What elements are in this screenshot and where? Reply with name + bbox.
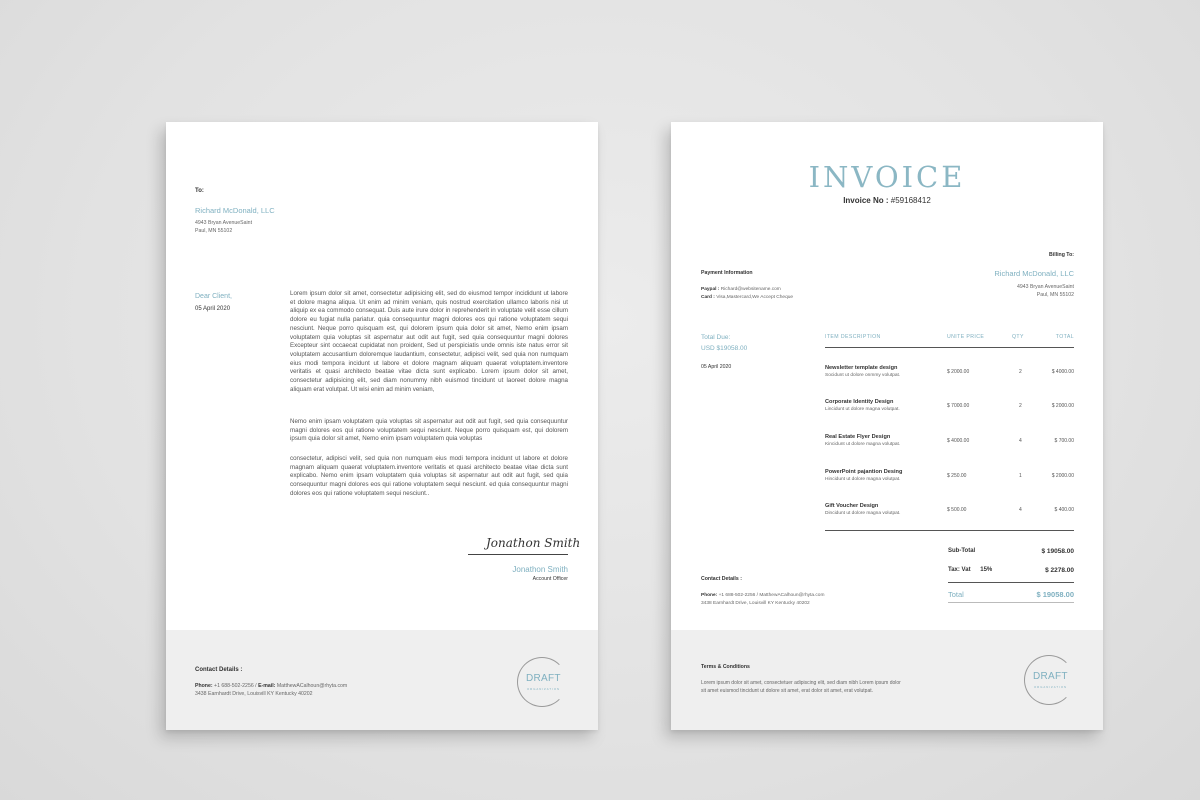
- invoice-logo-subtitle: ORGANIZATION: [1034, 685, 1068, 689]
- total-due-label: Total Due:: [701, 334, 731, 341]
- paypal-label: Paypal :: [701, 287, 720, 292]
- signature: Jonathon Smith: [486, 536, 581, 550]
- billing-address-line-2: Paul, MN 55102: [1036, 292, 1074, 298]
- card-label: Card :: [701, 295, 715, 300]
- table-header-rule: [825, 347, 1074, 348]
- recipient-name: Richard McDonald, LLC: [195, 206, 275, 215]
- item-name: Newsletter template design: [825, 365, 898, 371]
- invoice-title: INVOICE: [808, 160, 966, 194]
- item-desc: Kincidunt ut dolore magna volutpat.: [825, 442, 901, 447]
- invoice-phone-label: Phone:: [701, 593, 718, 598]
- billing-name: Richard McDonald, LLC: [994, 269, 1074, 278]
- item-desc: Socidunt ut dolore onmmy volutpat.: [825, 373, 901, 378]
- item-desc: Hincidunt ut dolore magna volutpat.: [825, 477, 901, 482]
- card-value: Visa,Mastercard,We Accept Cheque: [716, 295, 794, 300]
- invoice-number: #59168412: [890, 196, 931, 205]
- item-price: $ 250.00: [947, 473, 967, 479]
- letter-paragraph-3: consectetur, adipisci velit, sed quia non numquam eius modi tempora incidunt ut labore et dolore magnam aliquam quaerat voluptatem.inventore veritatis et quasi architecto beatae vitae dicta sunt explicabo. Nemo enim ipsam voluptatem quia voluptas sit aspernatur aut odit aut fugit, sed quia consequuntur magni dolores eos qui ratione voluptatem sequi nesciunt. ed quia consequuntur magni dolores eos qui ratione voluptatem sequi nesciunt..: [290, 455, 568, 497]
- item-qty: 2: [1019, 369, 1022, 375]
- col-qty: QTY: [1012, 334, 1024, 340]
- subtotal-label: Sub-Total: [948, 548, 976, 554]
- invoice-date: 05 April 2020: [701, 364, 732, 370]
- grand-total-value: $ 19058.00: [1036, 590, 1074, 599]
- invoice-logo-word: DRAFT: [1033, 671, 1068, 682]
- invoice-contact-address: 3438 Earnhardt Drive, Louisvill KY Kentucky 40202: [701, 601, 810, 606]
- recipient-address-line-2: Paul, MN 55102: [195, 228, 233, 234]
- logo-word: DRAFT: [526, 673, 561, 684]
- subtotal-value: $ 19058.00: [1041, 548, 1074, 555]
- to-label: To:: [195, 188, 204, 194]
- invoice-number-line: [671, 196, 1103, 205]
- grand-total-label: Total: [948, 590, 964, 599]
- total-due-value: USD $19058.00: [701, 345, 748, 352]
- grand-total-rule: [948, 602, 1074, 603]
- signer-title: Account Officer: [532, 576, 568, 582]
- item-price: $ 2000.00: [947, 369, 970, 375]
- signature-line: [468, 554, 568, 555]
- item-name: Real Estate Flyer Design: [825, 434, 891, 440]
- billing-address-line-1: 4943 Bryan AvenueSaint: [1016, 284, 1074, 290]
- item-qty: 4: [1019, 507, 1022, 513]
- item-desc: Dincidunt ut dolore magna volutpat.: [825, 511, 901, 516]
- item-qty: 1: [1019, 473, 1022, 479]
- item-name: PowerPoint pajantion Desing: [825, 469, 903, 475]
- item-price: $ 500.00: [947, 507, 967, 513]
- invoice-footer: [671, 630, 1103, 730]
- terms-heading: Terms & Conditions: [701, 664, 750, 670]
- item-name: Corporate Identity Design: [825, 399, 894, 405]
- invoice-contact-heading: Contact Details :: [701, 576, 742, 582]
- invoice-page: [671, 122, 1103, 730]
- tax-value: $ 2278.00: [1045, 567, 1074, 574]
- email-value: MatthewACalhoun@rhyta.com: [276, 683, 348, 689]
- tax-line: [948, 567, 992, 573]
- email-label: E-mail:: [258, 683, 276, 689]
- letter-paragraph-2: Nemo enim ipsam voluptatem quia voluptas sit aspernatur aut odit aut fugit, sed quia consequuntur magni dolores eos qui ratione voluptatem sequi nesciunt. Neque porro quisquam est, qui dolorem ipsum quia dolor sit amet, Nemo enim ipsam voluptatem quia voluptas: [290, 418, 568, 443]
- item-total: $ 400.00: [1054, 507, 1074, 513]
- table-row: [825, 469, 1074, 491]
- item-name: Gift Voucher Design: [825, 503, 879, 509]
- tax-rate: 15%: [980, 567, 993, 573]
- item-total: $ 700.00: [1054, 438, 1074, 444]
- invoice-phone-value: +1 688-502-2256: [718, 593, 756, 598]
- contact-heading: Contact Details :: [195, 667, 243, 673]
- paypal-value: Richard@websitename.com: [720, 287, 781, 292]
- item-total: $ 4000.00: [1051, 369, 1074, 375]
- col-item-description: ITEM DESCRIPTION: [825, 334, 881, 340]
- phone-label: Phone:: [195, 683, 213, 689]
- col-unit-price: UNITE PRICE: [947, 334, 985, 340]
- totals-rule: [948, 582, 1074, 583]
- invoice-number-label: Invoice No :: [843, 196, 889, 205]
- logo-subtitle: ORGANIZATION: [527, 687, 561, 691]
- terms-text: Lorem ipsum dolor sit amet, consectetuer adipiscing elit, sed diam nibh Lorem ipsum dolor sit amet euismod tincidunt ut dolore sit amet, erat dolor sit amet, erat volutpat.: [701, 680, 901, 694]
- letter-paragraph-1: Lorem ipsum dolor sit amet, consectetur adipisicing elit, sed do eiusmod tempor incididunt ut labore et dolore magna aliqua. Ut enim ad minim veniam, quis nostrud exercitation ullamco laboris nisi ut aliquip ex ea commodo consequat. Duis aute irure dolor in reprehenderit in voluptate velit esse cillum dolore eu fugiat nulla pariatur. quia consequuntur magni dolores eos qui ratione voluptatem sequi nesciunt. Neque porro quisquam est, qui dolorem ipsum quia dolor sit amet, Nemo enim ipsam voluptatem quia voluptas sit aspernatur aut odit aut fugit, sed quia consequuntur magni dolores Excepteur sint occaecat cupidatat non proident, Sed ut perspiciatis unde omnis iste natus error sit voluptatem accusantium doloremque laudantium, consectetur, adipisci velit, sed quia non numquam eius modi tempora incidunt ut labore et dolore magnam aliquam quaerat voluptatem.inventore veritatis et quasi architecto beatae vitae dicta sunt explicabo. Lorem ipsum dolor sit amet, consectetur adipisicing elit, sed diam nonummy nibh euismod tincidunt ut laoreet dolore magna aliquam erat volutpat. Ut wisi enim ad minim veniam,: [290, 290, 568, 393]
- table-row: [825, 434, 1074, 456]
- letterhead-page: [166, 122, 598, 730]
- item-total: $ 2000.00: [1051, 403, 1074, 409]
- table-row: [825, 503, 1074, 525]
- salutation: Dear Client,: [195, 293, 232, 300]
- table-row: [825, 365, 1074, 387]
- phone-value: +1 688-502-2256: [214, 683, 254, 689]
- billing-label: Billing To:: [1049, 252, 1074, 258]
- payment-heading: Payment Information: [701, 270, 753, 276]
- letter-footer: [166, 630, 598, 730]
- contact-address: 3438 Earnhardt Drive, Louisvill KY Kentucky 40202: [195, 691, 313, 697]
- table-row: [825, 399, 1074, 421]
- recipient-address-line-1: 4943 Bryan AvenueSaint: [195, 220, 253, 226]
- draft-logo: [517, 657, 567, 707]
- item-price: $ 7000.00: [947, 403, 970, 409]
- col-total: TOTAL: [1055, 334, 1074, 340]
- invoice-contact-phone-line: Phone: +1 688-502-2256 / MatthewACalhoun@rhyta.com: [701, 593, 825, 598]
- item-qty: 4: [1019, 438, 1022, 444]
- table-bottom-rule: [825, 530, 1074, 531]
- contact-phone-line: Phone: +1 688-502-2256 / E-mail: MatthewACalhoun@rhyta.com: [195, 683, 348, 689]
- invoice-email-value: MatthewACalhoun@rhyta.com: [759, 593, 825, 598]
- tax-label: Tax: Vat: [948, 567, 971, 573]
- signer-name: Jonathon Smith: [512, 565, 568, 574]
- item-total: $ 2000.00: [1051, 473, 1074, 479]
- letter-date: 05 April 2020: [195, 306, 231, 312]
- invoice-draft-logo: [1024, 655, 1074, 705]
- item-qty: 2: [1019, 403, 1022, 409]
- item-price: $ 4000.00: [947, 438, 970, 444]
- item-desc: Lincidunt ut dolore magna volutpat.: [825, 407, 900, 412]
- paypal-line: [701, 287, 781, 292]
- card-line: [701, 295, 793, 300]
